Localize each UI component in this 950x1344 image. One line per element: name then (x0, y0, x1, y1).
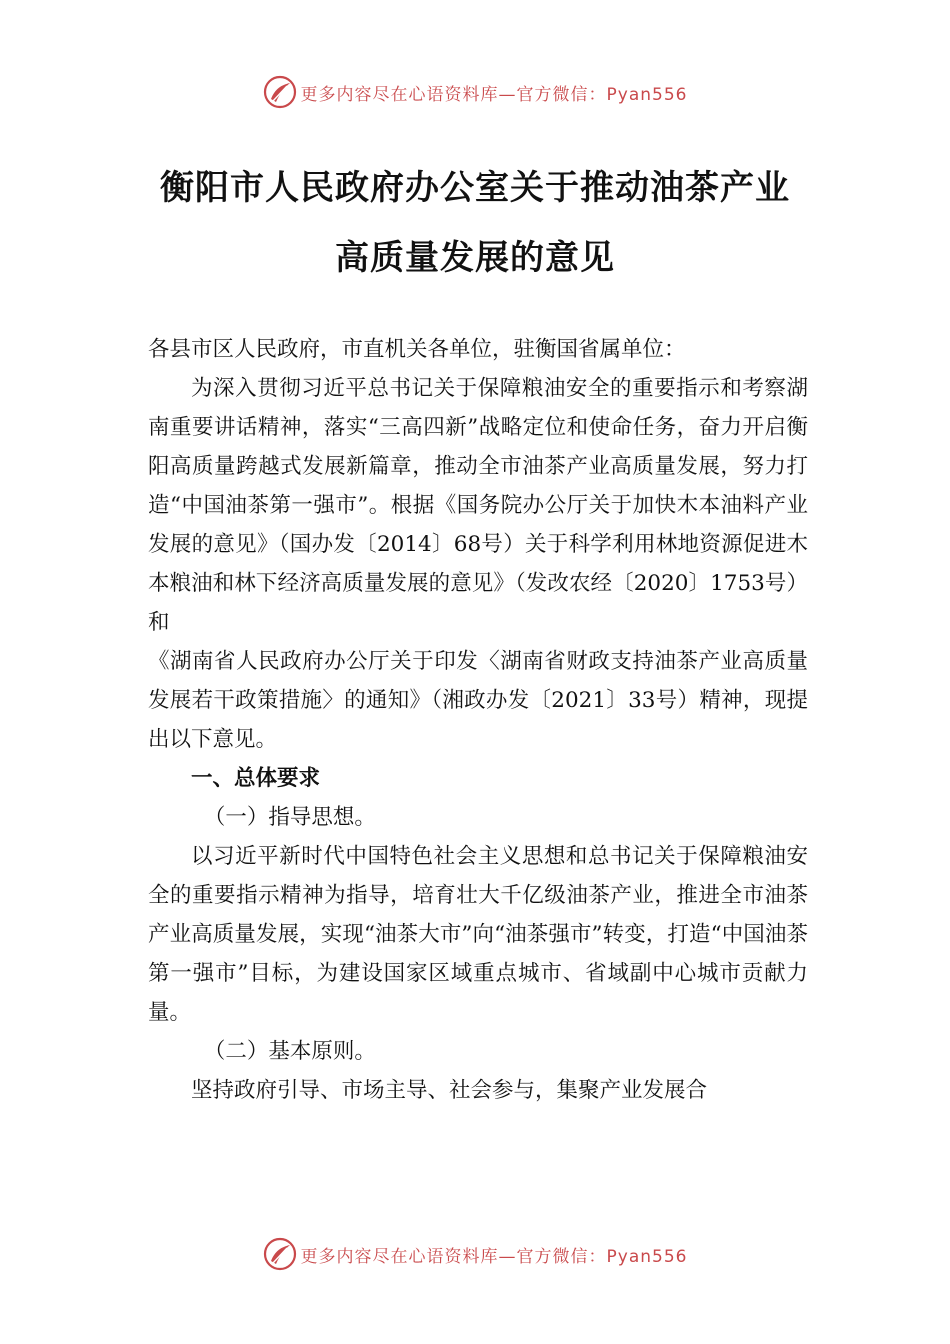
watermark-header (0, 72, 950, 112)
watermark-logo-icon (263, 1237, 297, 1271)
document-body (148, 330, 808, 1110)
paragraph-principles: 坚持政府引导、市场主导、社会参与，集聚产业发展合 (191, 1078, 708, 1103)
paragraph-guiding-thought: 以习近平新时代中国特色社会主义思想和总书记关于保障粮油安全的重要指示精神为指导，培育壮大千亿级油茶产业，推进全市油茶产业高质量发展，实现“油茶大市”向“油茶强市”转变，打造“中国油茶第一强市”目标，为建设国家区域重点城市、省域副中心城市贡献力量。 (148, 844, 808, 1025)
paragraph-basis: 《湖南省人民政府办公厅关于印发〈湖南省财政支持油茶产业高质量发展若干政策措施〉的通知》（湘政办发〔2021〕33号）精神，现提出以下意见。 (148, 649, 808, 752)
watermark-logo-icon (263, 75, 297, 109)
subsection-heading-2: （二）基本原则。 (203, 1039, 376, 1064)
section-heading-1: 一、总体要求 (191, 766, 321, 791)
watermark-text: 更多内容尽在心语资料库—官方微信：Pyan556 (300, 1246, 688, 1267)
watermark-footer (0, 1234, 950, 1274)
salutation: 各县市区人民政府，市直机关各单位，驻衡国省属单位： (148, 337, 686, 362)
paragraph-intro: 为深入贯彻习近平总书记关于保障粮油安全的重要指示和考察湖南重要讲话精神，落实“三高四新”战略定位和使命任务，奋力开启衡阳高质量跨越式发展新篇章，推动全市油茶产业高质量发展，努力打造“中国油茶第一强市”。根据《国务院办公厅关于加快木本油料产业发展的意见》（国办发〔2014〕68号）关于科学利用林地资源促进木本粮油和林下经济高质量发展的意见》（发改农经〔2020〕1753号）和 (148, 376, 808, 635)
watermark-text: 更多内容尽在心语资料库—官方微信：Pyan556 (300, 84, 688, 105)
document-title-line-1: 衡阳市人民政府办公室关于推动油茶产业 (160, 168, 790, 208)
subsection-heading-1: （一）指导思想。 (203, 805, 376, 830)
document-title-line-2: 高质量发展的意见 (335, 238, 615, 278)
